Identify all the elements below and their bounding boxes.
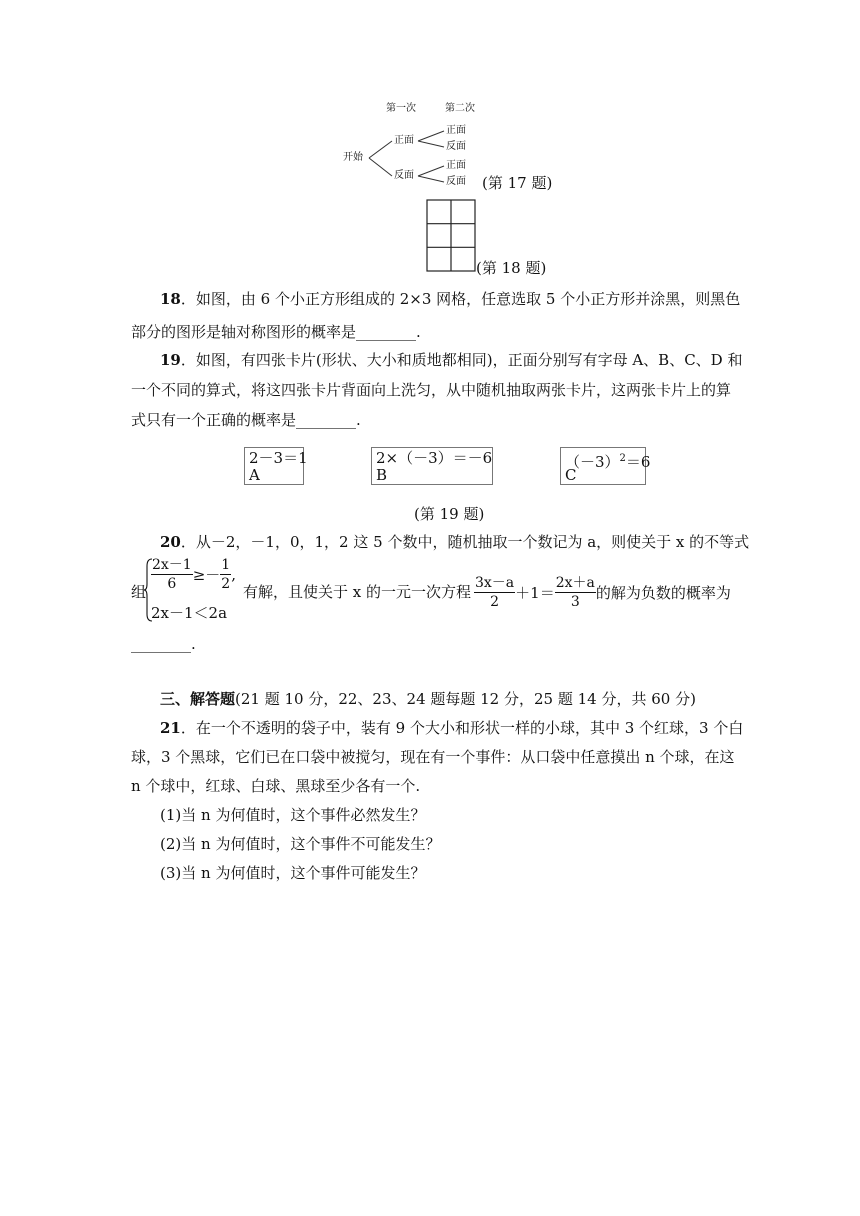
card-c-base: （－3） — [565, 453, 620, 471]
figure-caption-17: (第 17 题) — [482, 174, 553, 192]
figure-caption-19: (第 19 题) — [414, 505, 485, 523]
ineq1-rhs-numerator: 1 — [221, 557, 231, 573]
ineq1-rhs-fraction — [220, 557, 231, 592]
card-c-expression — [565, 451, 650, 470]
q19-text-1: ．如图，有四张卡片(形状、大小和质地都相同)，正面分别写有字母 A、B、C、D 和 — [180, 351, 743, 369]
section-3-title: 三、解答题 — [160, 690, 236, 708]
tree-leaf-3: 正面 — [446, 160, 466, 171]
card-b-expression: 2×（－3）＝－6 — [376, 449, 493, 467]
q19-line-3: 式只有一个正确的概率是________. — [131, 411, 361, 429]
q19-line-2: 一个不同的算式，将这四张卡片背面向上洗匀，从中随机抽取两张卡片，这两张卡片上的算 — [131, 381, 732, 399]
q20-group-label: 组 — [131, 583, 147, 601]
card-b — [371, 447, 493, 485]
ineq1-relation: ≥－ — [192, 566, 221, 584]
eq-rhs-numerator: 2x＋a — [555, 575, 595, 591]
grid-figure-2x3 — [426, 199, 476, 273]
q21-text-1: ．在一个不透明的袋子中，装有 9 个大小和形状一样的小球，其中 3 个红球，3 个白 — [180, 719, 744, 737]
section-3-heading — [160, 692, 696, 707]
q21-number: 21 — [160, 719, 181, 737]
tree-leaf-2: 反面 — [446, 141, 466, 152]
eq-middle: ＋1＝ — [515, 584, 555, 602]
equation — [474, 575, 731, 610]
tree-root-label: 开始 — [343, 152, 363, 163]
q21-sub-3: (3)当 n 为何值时，这个事件可能发生？ — [160, 864, 426, 882]
q21-line-1 — [160, 721, 743, 736]
q19-number: 19 — [160, 351, 181, 369]
q18-number: 18 — [160, 290, 181, 308]
card-a — [244, 447, 308, 485]
tree-branch-top: 正面 — [394, 135, 414, 146]
ineq1-fraction — [151, 557, 193, 592]
tree-header-first: 第一次 — [386, 103, 416, 114]
tree-leaf-4: 反面 — [446, 176, 466, 187]
q20-mid-text: 有解，且使关于 x 的一元一次方程 — [243, 583, 471, 601]
q18-text-1: ．如图，由 6 个小正方形组成的 2×3 网格，任意选取 5 个小正方形并涂黑，则黑色 — [180, 290, 741, 308]
q21-sub-1: (1)当 n 为何值时，这个事件必然发生？ — [160, 806, 426, 824]
eq-rhs-fraction — [555, 575, 596, 610]
ineq1-tail: , — [231, 565, 236, 584]
eq-lhs-denominator: 2 — [490, 594, 500, 610]
q20-number: 20 — [160, 533, 181, 551]
eq-rhs-denominator: 3 — [570, 594, 580, 610]
inequality-2: 2x－1＜2a — [151, 604, 228, 622]
q21-line-3: n 个球中，红球、白球、黑球至少各有一个. — [131, 777, 421, 795]
tree-header-second: 第二次 — [445, 103, 475, 114]
q19-line-1 — [160, 353, 742, 368]
tree-branch-bottom: 反面 — [394, 170, 414, 181]
q21-line-2: 球，3 个黑球，它们已在口袋中被搅匀，现在有一个事件：从口袋中任意摸出 n 个球，在这 — [131, 748, 735, 766]
section-3-detail: (21 题 10 分，22、23、24 题每题 12 分，25 题 14 分，共 60 分) — [235, 690, 696, 708]
q18-line-2: 部分的图形是轴对称图形的概率是________. — [131, 323, 421, 341]
card-a-expression: 2－3＝1 — [249, 449, 308, 467]
ineq1-numerator: 2x－1 — [152, 557, 192, 573]
figure-caption-18: (第 18 题) — [476, 259, 547, 277]
card-b-letter: B — [376, 466, 388, 484]
eq-lhs-fraction — [474, 575, 515, 610]
card-a-letter: A — [249, 466, 260, 484]
q20-line-1 — [160, 535, 749, 550]
eq-tail: 的解为负数的概率为 — [595, 584, 731, 602]
tree-branch-lines — [360, 120, 460, 190]
tree-leaf-1: 正面 — [446, 125, 466, 136]
q20-answer-blank: ________. — [131, 635, 196, 653]
q21-sub-2: (2)当 n 为何值时，这个事件不可能发生？ — [160, 835, 441, 853]
q18-line-1 — [160, 292, 740, 307]
card-c-exponent: 2 — [619, 453, 626, 464]
q20-text-1: ．从－2，－1，0，1，2 这 5 个数中，随机抽取一个数记为 a，则使关于 x 的不等式 — [180, 533, 750, 551]
card-c-rest: ＝6 — [625, 453, 651, 471]
card-c-letter: C — [565, 466, 577, 484]
card-c — [560, 447, 651, 485]
ineq1-denominator: 6 — [167, 576, 177, 592]
ineq1-rhs-denominator: 2 — [221, 576, 231, 592]
eq-lhs-numerator: 3x－a — [475, 575, 515, 591]
inequality-1 — [151, 557, 236, 592]
